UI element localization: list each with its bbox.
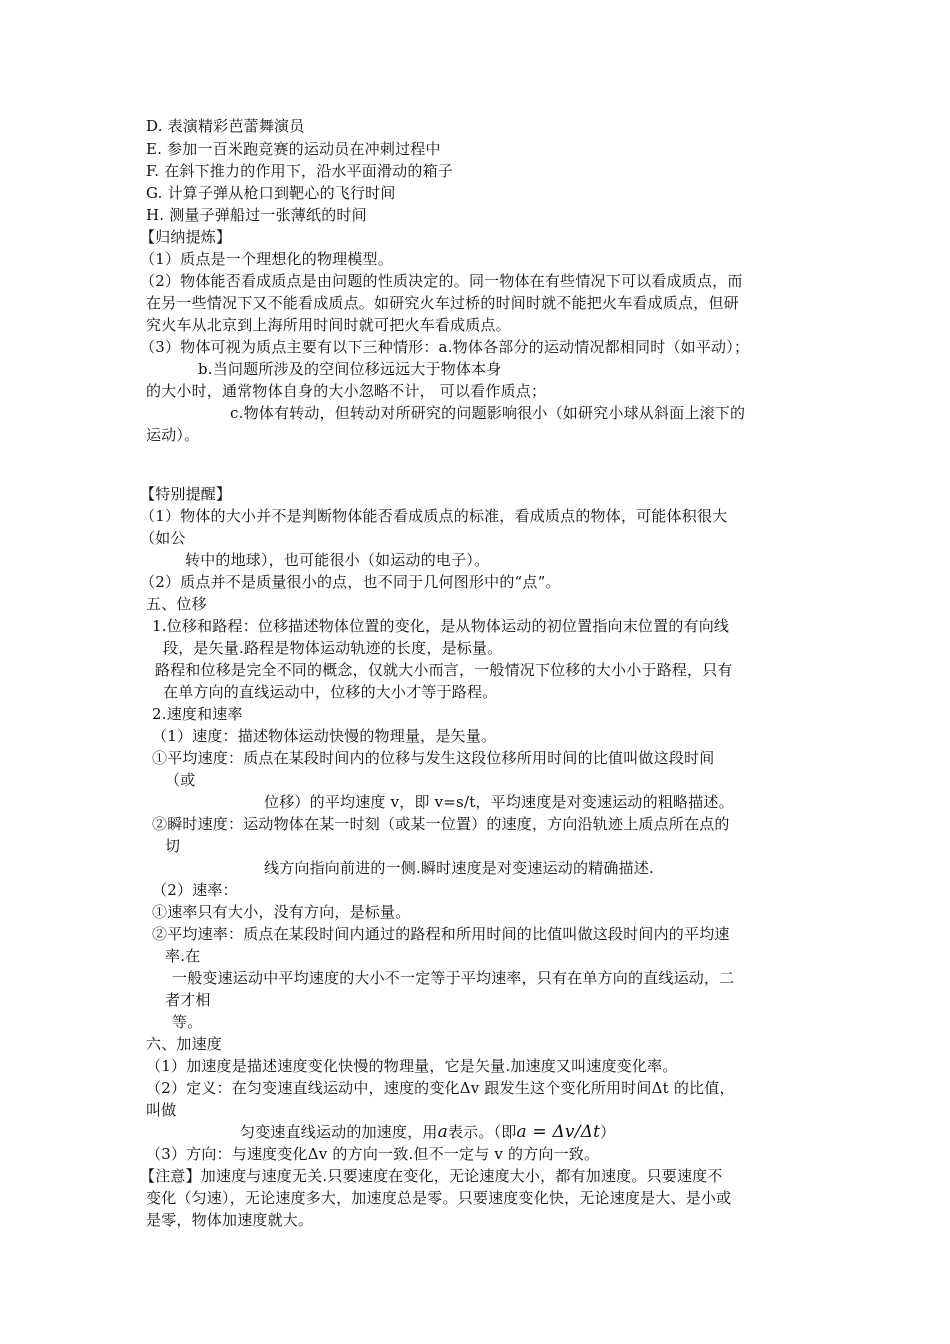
paragraph-line: 在另一些情况下又不能看成质点。如研究火车过桥的时间时就不能把火车看成质点，但研 (146, 294, 739, 312)
paragraph-line: ②瞬时速度：运动物体在某一时刻（或某一位置）的速度，方向沿轨迹上质点所在点的 (152, 815, 730, 833)
acceleration-definition-line (240, 1122, 615, 1142)
paragraph-line: （1）速度：描述物体运动快慢的物理量，是矢量。 (152, 727, 497, 745)
subheading-velocity: 2.速度和速率 (152, 705, 243, 723)
paragraph-line: 率.在 (165, 947, 201, 965)
section-heading-reminder: 【特别提醒】 (140, 485, 232, 503)
acceleration-formula: a = Δv/Δt (516, 1122, 601, 1142)
paragraph-line: （2）质点并不是质量很小的点，也不同于几何图形中的“点”。 (140, 573, 561, 591)
formula-symbol: a (437, 1122, 448, 1142)
paragraph-line: （2）速率： (152, 881, 238, 899)
paragraph-line: （如公 (140, 529, 186, 547)
paragraph-line: 切 (165, 837, 181, 855)
paragraph-line: 的大小时，通常物体自身的大小忽略不计， 可以看作质点； (146, 382, 547, 400)
paragraph-line: 在单方向的直线运动中，位移的大小才等于路程。 (163, 683, 498, 701)
paragraph-line: 段，是矢量.路程是物体运动轨迹的长度，是标量。 (163, 639, 503, 657)
paragraph-line: 线方向指向前进的一侧.瞬时速度是对变速运动的精确描述. (264, 859, 654, 877)
paragraph-line: ②平均速率：质点在某段时间内通过的路程和所用时间的比值叫做这段时间内的平均速 (152, 925, 730, 943)
section-heading-summary: 【归纳提炼】 (140, 228, 232, 246)
paragraph-line: 位移）的平均速度 v，即 v=s/t，平均速度是对变速运动的粗略描述。 (264, 793, 734, 811)
paragraph-line: 等。 (172, 1013, 203, 1031)
option-h: H. 测量子弹船过一张薄纸的时间 (146, 206, 367, 224)
option-g: G. 计算子弹从枪口到靶心的飞行时间 (146, 184, 396, 202)
paragraph-line: （2）定义：在匀变速直线运动中，速度的变化Δv 跟发生这个变化所用时间Δt 的比值， (146, 1079, 735, 1097)
paragraph-line: 究火车从北京到上海所用时间时就可把火车看成质点。 (146, 316, 511, 334)
paragraph-line: b.当问题所涉及的空间位移远远大于物体本身 (198, 360, 502, 378)
paragraph-line: ①平均速度：质点在某段时间内的位移与发生这段位移所用时间的比值叫做这段时间 (152, 749, 715, 767)
section-heading-acceleration: 六、加速度 (146, 1035, 223, 1053)
paragraph-line: 路程和位移是完全不同的概念，仅就大小而言，一般情况下位移的大小小于路程，只有 (155, 661, 733, 679)
option-d: D. 表演精彩芭蕾舞演员 (146, 117, 305, 135)
paragraph-line: c.物体有转动，但转动对所研究的问题影响很小（如研究小球从斜面上滚下的 (230, 404, 746, 422)
paragraph-line: 转中的地球），也可能很小（如运动的电子）。 (185, 551, 490, 569)
line-text: 表示。（即 (447, 1123, 517, 1141)
section-heading-displacement: 五、位移 (146, 595, 207, 613)
option-f: F. 在斜下推力的作用下，沿水平面滑动的箱子 (146, 162, 454, 180)
note-line: 【注意】加速度与速度无关.只要速度在变化，无论速度大小，都有加速度。只要速度不 (140, 1167, 723, 1185)
paragraph-line: 运动）。 (146, 426, 200, 444)
paragraph-line: （1）质点是一个理想化的物理模型。 (140, 250, 393, 268)
paragraph-line: ①速率只有大小，没有方向，是标量。 (152, 903, 411, 921)
option-e: E. 参加一百米跑竞赛的运动员在冲刺过程中 (146, 140, 441, 158)
paragraph-line: 一般变速运动中平均速度的大小不一定等于平均速率，只有在单方向的直线运动，二 (172, 969, 735, 987)
paragraph-line: 叫做 (146, 1101, 177, 1119)
paragraph-line: 1.位移和路程：位移描述物体位置的变化，是从物体运动的初位置指向末位置的有向线 (152, 617, 730, 635)
paragraph-line: 者才相 (165, 991, 211, 1009)
paragraph-line: （3）方向：与速度变化Δv 的方向一致.但不一定与 v 的方向一致。 (146, 1145, 600, 1163)
line-text: 匀变速直线运动的加速度，用 (240, 1123, 438, 1141)
note-line: 是零，物体加速度就大。 (146, 1211, 314, 1229)
note-line: 变化（匀速），无论速度多大，加速度总是零。只要速度变化快，无论速度是大、是小或 (146, 1189, 732, 1207)
paragraph-line: （1）物体的大小并不是判断物体能否看成质点的标准，看成质点的物体，可能体积很大 (140, 507, 728, 525)
paragraph-line: （3）物体可视为质点主要有以下三种情形：a.物体各部分的运动情况都相同时（如平动）； (140, 338, 750, 356)
line-text: ） (600, 1123, 616, 1141)
paragraph-line: （或 (165, 771, 196, 789)
paragraph-line: （1）加速度是描述速度变化快慢的物理量，它是矢量.加速度又叫速度变化率。 (146, 1057, 678, 1075)
paragraph-line: （2）物体能否看成质点是由问题的性质决定的。同一物体在有些情况下可以看成质点，而 (140, 272, 743, 290)
